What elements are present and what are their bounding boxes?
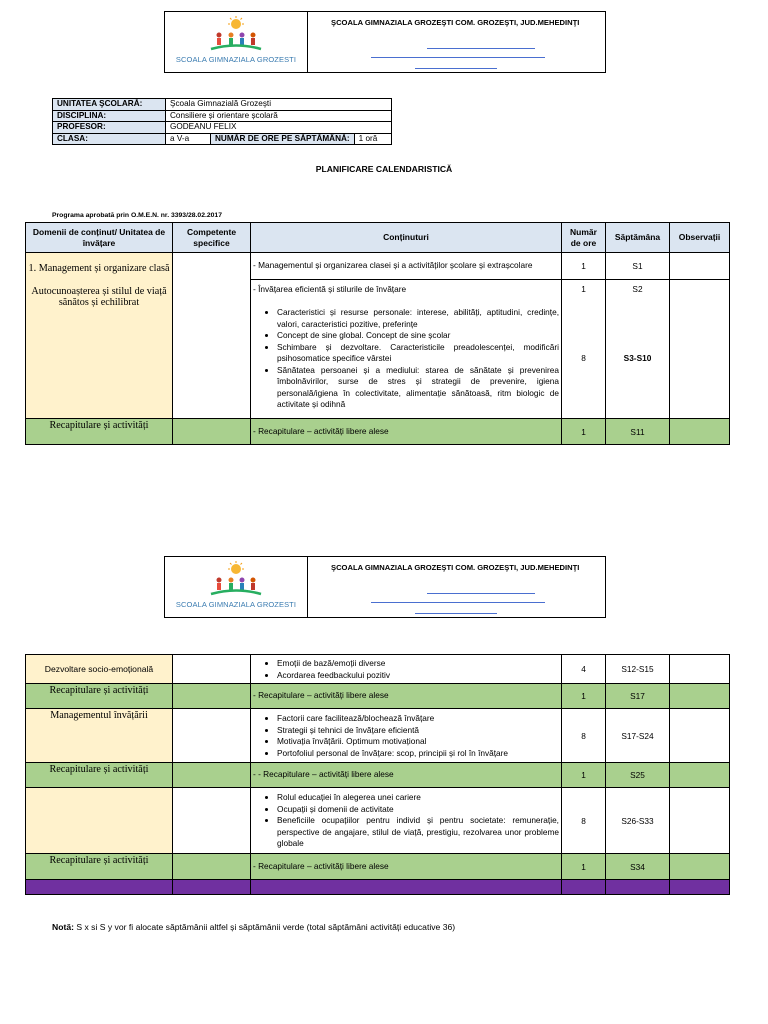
- sun-children-icon: [209, 561, 263, 601]
- list-item: • Emoții de bază/emoții diverse: [277, 658, 559, 670]
- info-label: NUMĂR DE ORE PE SĂPTĂMÂNĂ:: [211, 133, 355, 145]
- plan-table-1: [25, 222, 730, 445]
- hours-cell: 8: [562, 709, 606, 763]
- week-cell: S3-S10: [606, 299, 670, 419]
- competente-cell: [173, 419, 251, 445]
- list-item: • Schimbare și dezvoltare. Caracteristicile preadolescenței, modificări psihosomatice specifice vârstei: [277, 342, 559, 365]
- table-footer-bar: [26, 880, 730, 895]
- list-item: • Portofoliul personal de învățare: scop, principii și rol în învățare: [277, 748, 559, 760]
- obs-cell: [670, 253, 730, 280]
- hours-cell: 4: [562, 655, 606, 684]
- hours-cell: 1: [562, 854, 606, 880]
- table-row: [26, 655, 730, 684]
- school-name: ŞCOALA GIMNAZIALA GROZEŞTI COM. GROZEŞTI, JUD.MEHEDINŢI: [331, 563, 580, 572]
- list-item: • Beneficiile ocupațiilor pentru individ și pentru societate: remunerație, perspective de angajare, stilul de viață, prestigiu, rezolvarea unor probleme globale: [277, 815, 559, 850]
- domain-title: 1. Management și organizare clasă: [28, 263, 170, 274]
- info-value: Şcoala Gimnazială Grozeşti: [166, 99, 392, 111]
- info-label: UNITATEA ŞCOLARĂ:: [53, 99, 166, 111]
- link-line: [415, 68, 497, 69]
- logo-text: SCOALA GIMNAZIALA GROZESTI: [175, 55, 297, 64]
- competente-cell: [173, 854, 251, 880]
- hours-cell: 1: [562, 419, 606, 445]
- hours-cell: 1: [562, 763, 606, 788]
- obs-cell: [670, 419, 730, 445]
- competente-cell: [173, 788, 251, 854]
- competente-cell: [173, 655, 251, 684]
- content-cell: - - Recapitulare – activități libere alese: [251, 763, 562, 788]
- content-cell: [251, 655, 562, 684]
- col-header: Conținuturi: [251, 223, 562, 253]
- table-row: [26, 854, 730, 880]
- hours-cell: 1: [562, 253, 606, 280]
- obs-cell: [670, 655, 730, 684]
- info-label: PROFESOR:: [53, 122, 166, 134]
- week-cell: S34: [606, 854, 670, 880]
- obs-cell: [670, 763, 730, 788]
- list-item: • Concept de sine global. Concept de sine școlar: [277, 330, 559, 342]
- footnote-label: Notă:: [52, 922, 74, 932]
- list-item: • Ocupații și domenii de activitate: [277, 804, 559, 816]
- info-value: Consiliere și orientare școlară: [166, 110, 392, 122]
- week-cell: S2: [606, 280, 670, 299]
- info-value: GODEANU FELIX: [166, 122, 392, 134]
- sun-children-icon: [209, 16, 263, 56]
- obs-cell: [670, 709, 730, 763]
- obs-cell: [670, 788, 730, 854]
- col-header: Săptămâna: [606, 223, 670, 253]
- link-line: [371, 602, 545, 603]
- list-item: • Strategii și tehnici de învățare eficientă: [277, 725, 559, 737]
- link-line: [415, 613, 497, 614]
- obs-cell: [670, 280, 730, 419]
- content-cell: - Recapitulare – activități libere alese: [251, 419, 562, 445]
- domain-title: Autocunoașterea și stilul de viață sănătos și echilibrat: [31, 286, 167, 308]
- info-table: [52, 98, 392, 145]
- competente-cell: [173, 763, 251, 788]
- domain-cell: [26, 253, 173, 419]
- content-cell: [251, 299, 562, 419]
- link-line: [427, 593, 535, 594]
- school-name: ŞCOALA GIMNAZIALA GROZEŞTI COM. GROZEŞTI, JUD.MEHEDINŢI: [331, 18, 580, 27]
- domain-cell: Managementul învățării: [26, 709, 173, 763]
- domain-cell: Dezvoltare socio-emoțională: [26, 655, 173, 684]
- list-item: • Caracteristici și resurse personale: interese, abilități, aptitudini, credințe, valori, caracteristici pozitive, preferințe: [277, 307, 559, 330]
- week-cell: S12-S15: [606, 655, 670, 684]
- hours-cell: 1: [562, 280, 606, 299]
- domain-cell: Recapitulare și activități: [26, 419, 173, 445]
- list-item: • Rolul educației în alegerea unei cariere: [277, 792, 559, 804]
- week-cell: S1: [606, 253, 670, 280]
- footnote: [52, 922, 455, 932]
- info-label: CLASA:: [53, 133, 166, 145]
- domain-cell: [26, 788, 173, 854]
- week-cell: S26-S33: [606, 788, 670, 854]
- table-header-row: [26, 223, 730, 253]
- school-header: [164, 11, 606, 73]
- content-cell: - Managementul și organizarea clasei și a activităților școlare și extrașcolare: [251, 253, 562, 280]
- list-item: • Factorii care facilitează/blochează învățare: [277, 713, 559, 725]
- hours-cell: 1: [562, 684, 606, 709]
- info-label: DISCIPLINA:: [53, 110, 166, 122]
- domain-cell: Recapitulare și activități: [26, 854, 173, 880]
- table-row: [26, 419, 730, 445]
- content-cell: [251, 709, 562, 763]
- school-header: [164, 556, 606, 618]
- hours-cell: 8: [562, 299, 606, 419]
- content-cell: - Recapitulare – activități libere alese: [251, 854, 562, 880]
- list-item: • Acordarea feedbackului pozitiv: [277, 670, 559, 682]
- table-row: [26, 684, 730, 709]
- list-item: • Motivația învățării. Optimum motivațional: [277, 736, 559, 748]
- col-header: Observații: [670, 223, 730, 253]
- domain-cell: Recapitulare și activități: [26, 684, 173, 709]
- domain-cell: Recapitulare și activități: [26, 763, 173, 788]
- info-value: 1 oră: [354, 133, 391, 145]
- table-row: [26, 253, 730, 280]
- plan-table-2: [25, 654, 730, 895]
- table-row: [26, 709, 730, 763]
- col-header: Competente specifice: [173, 223, 251, 253]
- week-cell: S17-S24: [606, 709, 670, 763]
- link-line: [427, 48, 535, 49]
- week-cell: S17: [606, 684, 670, 709]
- programa-note: Programa aprobată prin O.M.E.N. nr. 3393/28.02.2017: [52, 212, 222, 219]
- content-cell: - Învățarea eficientă și stilurile de învățare: [251, 280, 562, 299]
- footnote-text: S x si S y vor fi alocate săptămânii altfel și săptămânii verde (total săptămâni activități educative 36): [73, 922, 456, 932]
- school-logo: [165, 557, 308, 617]
- info-value: a V-a: [166, 133, 211, 145]
- competente-cell: [173, 684, 251, 709]
- logo-text: SCOALA GIMNAZIALA GROZESTI: [175, 600, 297, 609]
- hours-cell: 8: [562, 788, 606, 854]
- week-cell: S25: [606, 763, 670, 788]
- col-header: Număr de ore: [562, 223, 606, 253]
- competente-cell: [173, 253, 251, 419]
- table-row: [26, 788, 730, 854]
- week-cell: S11: [606, 419, 670, 445]
- table-row: [26, 763, 730, 788]
- col-header: Domenii de conținut/ Unitatea de învățare: [26, 223, 173, 253]
- content-cell: - Recapitulare – activități libere alese: [251, 684, 562, 709]
- content-cell: [251, 788, 562, 854]
- competente-cell: [173, 709, 251, 763]
- list-item: • Sănătatea persoanei și a mediului: starea de sănătate și prevenirea îmbolnăvirilor, surse de stres și strategii de prevenire, igiena personală/igiena în colectivitate, alimentație sănătoasă, ritm biologic de activitate și odihnă: [277, 365, 559, 411]
- obs-cell: [670, 854, 730, 880]
- school-logo: [165, 12, 308, 72]
- obs-cell: [670, 684, 730, 709]
- link-line: [371, 57, 545, 58]
- page-title: PLANIFICARE CALENDARISTICĂ: [315, 164, 453, 174]
